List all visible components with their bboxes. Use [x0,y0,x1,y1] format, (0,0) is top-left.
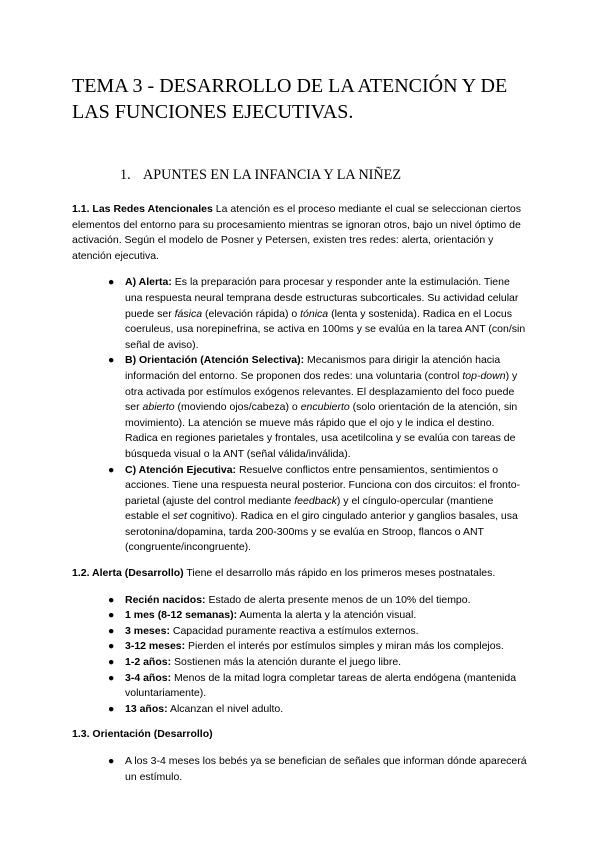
item-label: 1-2 años: [125,656,172,669]
item-text: Capacidad puramente reactiva a estímulos externos. [169,624,419,637]
paragraph-redes-atencionales [72,202,528,264]
list-item [108,655,528,671]
bullet-icon: ● [108,671,115,684]
bullet-icon: ● [108,463,115,476]
bullet-icon: ● [108,593,115,606]
subheading-redes-atencionales: 1.1. Las Redes Atencionales [72,203,213,215]
item-text: (moviendo ojos/cabeza) o [174,401,301,414]
item-text: Pierden el interés por estímulos simples y miran más los complejos. [185,640,504,653]
bullet-icon: ● [108,640,115,653]
item-label: Recién nacidos: [125,593,206,606]
item-italic: feedback [294,494,337,507]
list-item [108,639,528,655]
list-item [108,702,528,718]
section-number: 1. [120,167,131,183]
document-title: TEMA 3 - DESARROLLO DE LA ATENCIÓN Y DE LAS FUNCIONES EJECUTIVAS. [72,75,508,123]
item-text: (solo orientación de la atención, sin movimiento). La atención se mueve más rápido que el ojo y le indica el destino. Radica en regiones parietales y frontales, usa acetilcolina y se evalúa con tareas de búsqueda visual o la ANT (señal válida/inválida). [125,401,518,460]
item-italic: top-down [462,369,506,382]
paragraph-text: Tiene el desarrollo más rápido en los primeros meses postnatales. [183,567,496,580]
subheading-orientacion-desarrollo: 1.3. Orientación (Desarrollo) [72,728,213,741]
item-label: 13 años: [125,702,168,715]
item-text: A los 3-4 meses los bebés ya se benefician de señales que informan dónde aparecerá un estímulo. [125,755,527,783]
list-item-orientacion [108,353,528,462]
item-italic: encubierto [300,401,350,414]
section-heading [72,167,528,184]
item-text: (elevación rápida) o [202,307,301,320]
item-text: Resuelve conflictos entre pensamientos, sentimientos o acciones. Tiene una respuesta neural posterior. Funciona con dos circuitos: el fronto-parietal (ajuste del control mediante [125,463,521,507]
item-text: Alcanzan el nivel adulto. [167,702,284,715]
list-orientacion-desarrollo [108,754,528,785]
item-text: ) y el cíngulo-opercular (mantiene estable el [125,494,494,523]
item-italic: set [172,510,187,523]
bullet-icon: ● [108,656,115,669]
item-label: 1 mes (8-12 semanas): [125,609,238,622]
item-italic: tónica [300,307,329,320]
item-text: cognitivo). Radica en el giro cingulado anterior y ganglios basales, usa serotonina/dopamina, tarda 200-300ms y se evalúa en Stroop, flancos o ANT (congruente/incongruente). [125,510,518,554]
paragraph-text: La atención es el proceso mediante el cual se seleccionan ciertos elementos del entorno para su procesamiento mientras se ignoran otros, bajo un nivel óptimo de activación. Según el modelo de Posner y Petersen, existen tres redes: alerta, orientación y atención ejecutiva. [72,203,522,262]
list-redes [108,275,528,556]
section-label: APUNTES EN LA INFANCIA Y LA NIÑEZ [143,167,401,183]
item-label: A) Alerta: [125,276,172,289]
bullet-icon: ● [108,624,115,637]
item-text: Sostienen más la atención durante el juego libre. [171,656,402,669]
list-item [108,608,528,624]
item-text: Estado de alerta presente menos de un 10% del tiempo. [205,593,471,606]
item-label: B) Orientación (Atención Selectiva): [125,354,305,367]
bullet-icon: ● [108,702,115,715]
bullet-icon: ● [108,276,115,289]
subheading-alerta-desarrollo: 1.2. Alerta (Desarrollo) [72,567,184,580]
list-item-alerta [108,275,528,353]
item-text: Menos de la mitad logra completar tareas de alerta endógena (mantenida voluntariamente). [125,671,517,700]
list-alerta-desarrollo [108,593,528,718]
paragraph-alerta-desarrollo [72,566,528,582]
list-item [108,624,528,640]
item-label: C) Atención Ejecutiva: [125,463,237,476]
item-text: Es la preparación para procesar y responder ante la estimulación. Tiene una respuesta neural temprana desde estructuras subcorticales. Su actividad celular puede ser [125,276,519,320]
item-text: Aumenta la alerta y la atención visual. [237,609,417,622]
bullet-icon: ● [108,609,115,622]
item-text: (lenta y sostenida). Radica en el Locus coeruleus, usa norepinefrina, se activa en 100ms y se evalúa en la tarea ANT (con/sin señal de aviso). [125,307,526,351]
item-label: 3-12 meses: [125,640,186,653]
list-item [108,593,528,609]
list-item-atencion-ejecutiva [108,463,528,557]
item-text: Mecanismos para dirigir la atención hacia información del entorno. Se proponen dos redes: una voluntaria (control [125,354,501,382]
item-italic: fásica [174,307,203,320]
list-item [108,671,528,702]
bullet-icon: ● [108,755,115,767]
item-italic: abierto [142,401,175,414]
item-text: ) y otra activada por estímulos exógenos relevantes. El desplazamiento del foco puede ser [125,369,518,414]
item-label: 3 meses: [125,624,170,637]
bullet-icon: ● [108,354,115,367]
item-label: 3-4 años: [125,671,172,684]
list-item [108,754,528,785]
